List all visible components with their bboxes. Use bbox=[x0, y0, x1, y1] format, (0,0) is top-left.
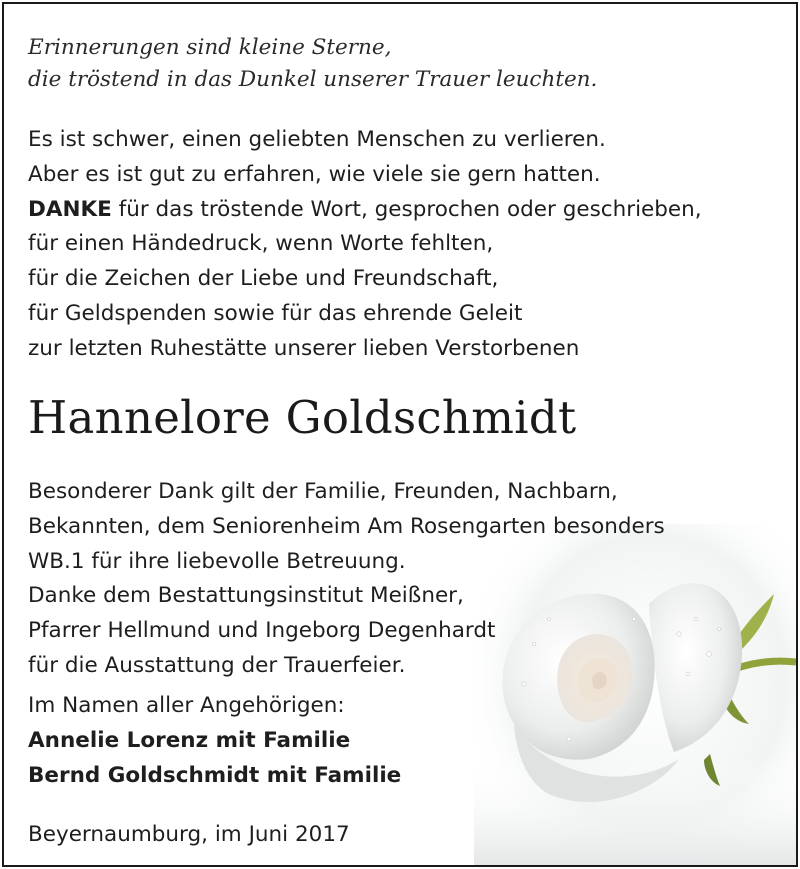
thanks-line-rest: für das tröstende Wort, gesprochen oder geschrieben, bbox=[111, 196, 702, 222]
thanks-line: zur letzten Ruhestätte unserer lieben Verstorbenen bbox=[28, 335, 580, 361]
motto-line: Erinnerungen sind kleine Sterne, bbox=[28, 35, 392, 60]
thanks-paragraph bbox=[28, 123, 702, 367]
obituary-notice bbox=[2, 2, 798, 867]
thanks-line: für einen Händedruck, wenn Worte fehlten, bbox=[28, 231, 494, 257]
thanks-line: Es ist schwer, einen geliebten Menschen zu verlieren. bbox=[28, 127, 606, 152]
special-thanks-paragraph bbox=[28, 475, 665, 684]
thanks-line: für Geldspenden sowie für das ehrende Geleit bbox=[28, 300, 523, 326]
special-thanks-line: Bekannten, dem Seniorenheim Am Rosengarten besonders bbox=[28, 513, 665, 539]
deceased-name: Hannelore Goldschmidt bbox=[28, 391, 577, 444]
special-thanks-line: für die Ausstattung der Trauerfeier. bbox=[28, 652, 406, 678]
danke-word: DANKE bbox=[28, 196, 112, 222]
motto-verse bbox=[28, 32, 597, 96]
special-thanks-line: WB.1 für ihre liebevolle Betreuung. bbox=[28, 548, 406, 574]
special-thanks-line: Besonderer Dank gilt der Familie, Freunden, Nachbarn, bbox=[28, 479, 618, 504]
motto-line: die tröstend in das Dunkel unserer Trauer leuchten. bbox=[28, 67, 598, 92]
place-date: Beyernaumburg, im Juni 2017 bbox=[28, 822, 350, 847]
thanks-line bbox=[28, 193, 702, 228]
signers-intro: Im Namen aller Angehörigen: bbox=[28, 693, 345, 718]
special-thanks-line: Pfarrer Hellmund und Ingeborg Degenhardt bbox=[28, 618, 496, 644]
signer-name: Bernd Goldschmidt mit Familie bbox=[28, 762, 402, 788]
thanks-line: für die Zeichen der Liebe und Freundschaft, bbox=[28, 266, 499, 292]
signer-name: Annelie Lorenz mit Familie bbox=[28, 727, 351, 753]
signers-block bbox=[28, 689, 401, 793]
special-thanks-line: Danke dem Bestattungsinstitut Meißner, bbox=[28, 583, 464, 609]
thanks-line: Aber es ist gut zu erfahren, wie viele sie gern hatten. bbox=[28, 161, 601, 187]
